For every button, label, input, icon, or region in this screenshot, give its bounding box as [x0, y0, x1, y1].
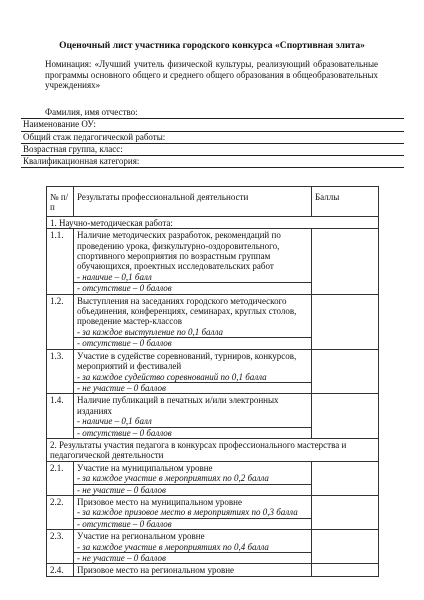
evaluation-table [46, 186, 379, 577]
row-points-cell [312, 530, 379, 564]
header-num: № п/п [47, 187, 74, 217]
row-points-cell [312, 495, 379, 529]
row-content [74, 394, 312, 439]
info-field-school: Наименование ОУ: [21, 119, 404, 131]
table-row [47, 495, 379, 529]
row-text: Призовое место на региональном уровне [77, 565, 235, 576]
row-content [74, 229, 312, 294]
table-row [47, 294, 379, 349]
row-criterion: - наличие – 0,1 балл [77, 416, 152, 427]
row-number: 1.4. [47, 394, 74, 439]
row-criterion: - отсутствие – 0 баллов [74, 282, 311, 293]
table-header-row [47, 187, 379, 217]
row-number: 1.2. [47, 294, 74, 349]
info-field-experience: Общий стаж педагогической работы: [21, 132, 404, 144]
row-content [74, 461, 312, 495]
row-text: Наличие методических разработок, рекомендаций по проведению урока, физкультурно-оздоровительного, спортивного мероприятия по возрастным группам обучающихся, проектных исследовательских работ [77, 230, 281, 272]
header-results: Результаты профессиональной деятельности [74, 187, 312, 217]
row-text: Наличие публикаций в печатных и/или электронных изданиях [77, 395, 279, 416]
row-points-cell [312, 394, 379, 439]
table-row [47, 461, 379, 495]
row-criterion: - за каждое участие в мероприятиях по 0,4 балла [77, 541, 269, 552]
row-criterion: - не участие – 0 баллов [74, 484, 311, 495]
row-criterion: - наличие – 0,1 балл [77, 271, 152, 282]
table-row [47, 530, 379, 564]
row-criterion: - отсутствие – 0 баллов [74, 518, 311, 529]
row-text: Выступления на заседаниях городского методического объединения, конференциях, семинарах, круглых столов, проведение мастер-классов [77, 295, 297, 327]
row-points-cell [312, 461, 379, 495]
table-row [47, 564, 379, 576]
row-points-cell [312, 564, 379, 576]
row-text: Участие в судействе соревнований, турниров, конкурсов, мероприятий и фестивалей [77, 350, 297, 372]
row-text: Призовое место на муниципальном уровне [77, 496, 242, 507]
row-criterion: - за каждое судейство соревнований по 0,1 балла [77, 371, 267, 382]
row-number: 2.1. [47, 461, 74, 495]
row-number: 2.4. [47, 564, 74, 576]
info-fields [21, 107, 404, 168]
row-points-cell [312, 294, 379, 349]
info-field-age-group: Возрастная группа, класс: [21, 144, 404, 156]
row-content [74, 564, 312, 576]
row-points-cell [312, 349, 379, 394]
row-number: 2.2. [47, 495, 74, 529]
row-text: Участие на муниципальном уровне [77, 462, 213, 473]
row-points-cell [312, 229, 379, 294]
section-title: 1. Научно-методическая работа: [47, 216, 379, 228]
row-text: Участие на региональном уровне [77, 531, 205, 542]
row-number: 1.1. [47, 229, 74, 294]
section-title: 2. Результаты участия педагога в конкурсах профессионального мастерства и педагогической деятельности [47, 438, 379, 461]
table-row [47, 349, 379, 394]
row-criterion: - отсутствие – 0 баллов [74, 337, 311, 348]
row-number: 1.3. [47, 349, 74, 394]
row-criterion: - отсутствие – 0 баллов [74, 427, 311, 438]
row-criterion: - не участие – 0 баллов [74, 382, 311, 393]
row-content [74, 294, 312, 349]
header-points: Баллы [312, 187, 379, 217]
section-row [47, 438, 379, 461]
table-row [47, 394, 379, 439]
row-content [74, 530, 312, 564]
nomination-text: Номинация: «Лучший учитель физической культуры, реализующий образовательные программы основного общего и среднего общего образования в общеобразовательных учреждениях» [45, 59, 378, 91]
row-criterion: - не участие – 0 баллов [74, 552, 311, 563]
row-criterion: - за каждое участие в мероприятиях по 0,2 балла [77, 473, 269, 484]
row-criterion: - за каждое выступление по 0,1 балла [77, 326, 224, 337]
row-content [74, 349, 312, 394]
info-field-fio: Фамилия, имя отчество: [21, 107, 404, 119]
row-number: 2.3. [47, 530, 74, 564]
row-content [74, 495, 312, 529]
section-row [47, 216, 379, 228]
page-title: Оценочный лист участника городского конкурса «Спортивная элита» [59, 41, 365, 51]
table-row [47, 229, 379, 294]
row-criterion: - за каждое призовое место в мероприятиях по 0,3 балла [77, 507, 298, 518]
info-field-category: Квалификационная категория: [21, 156, 404, 168]
